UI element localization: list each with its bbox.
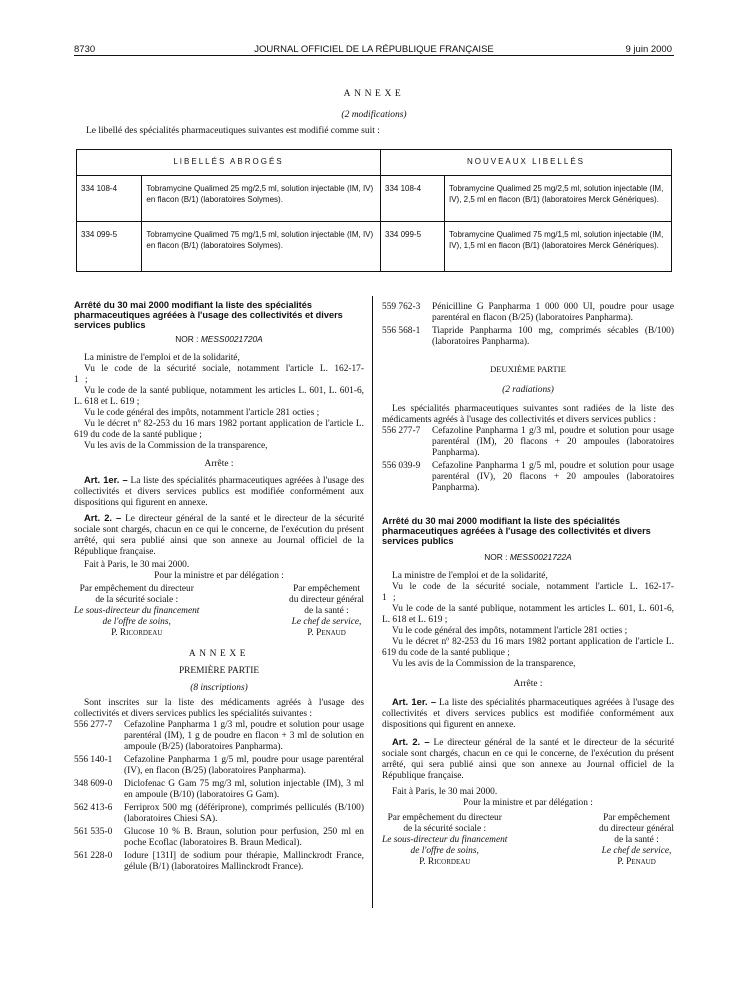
sig-line: de la santé : [614,835,659,845]
annexe-heading: ANNEXE [188,649,250,659]
vu-line: Vu le code de la sécurité sociale, notamment l'article L. 162-17-1 ; [74,364,364,385]
signatory-name: P. Ricordeau [111,628,163,638]
item-text: Tiapride Panpharma 100 mg, comprimés sécables (B/100) (laboratoires Panpharma). [432,326,674,347]
vu-line: Vu le code général des impôts, notamment l'article 281 octies ; [392,626,628,636]
list-item [382,326,674,348]
article-1-text: La liste des spécialités pharmaceutiques agréées à l'usage des collectivités et divers services publics est modifiée conformément aux dispositions qui figurent en annexe. [382,698,674,730]
sig-line: Le sous-directeur du financement [382,835,508,845]
cip-code: 556 277-7 [74,720,113,730]
article-2-label: Art. 2. – [84,512,122,523]
minister-line: La ministre de l'emploi et de la solidarité, [392,571,548,581]
item-text: Cefazoline Panpharma 1 g/3 ml, poudre et solution pour usage parentéral (IM), 1 g de poudre en flacon + 3 ml de solution en ampoule (B/25) (laboratoires Panpharma). [124,720,364,752]
item-text: Pénicilline G Panpharma 1 000 000 UI, poudre pour usage parentéral en flacon (B/25) (laboratoires Panpharma). [432,302,674,323]
left-column [74,300,364,873]
right-column [382,302,674,868]
signatory-name: P. Ricordeau [419,857,471,867]
signatory-name: P. Penaud [307,628,346,638]
cip-code: 559 762-3 [382,302,421,312]
cip-code: 348 609-0 [74,779,113,789]
new-code: 334 108-4 [381,176,445,222]
column-header-repealed: LIBELLÉS ABROGÉS [77,150,381,176]
signatures [382,813,674,868]
column-header-new: NOUVEAUX LIBELLÉS [381,150,672,176]
vu-line: Vu le code de la sécurité sociale, notamment l'article L. 162-17-1 ; [382,582,674,603]
list-item [382,461,674,494]
vu-line: Vu le code de la santé publique, notamment les articles L. 601, L. 601-6, L. 618 et L. 619 ; [74,386,364,407]
old-code: 334 099-5 [77,222,142,272]
list-item [74,803,364,825]
vu-line: Vu les avis de la Commission de la transparence, [84,441,268,451]
signatory-name: P. Penaud [617,857,656,867]
cip-code: 561 535-0 [74,827,113,837]
journal-title: JOURNAL OFFICIEL DE LA RÉPUBLIQUE FRANÇAISE [254,44,494,55]
nor-code: MESS0021722A [509,552,572,562]
article-1-text: La liste des spécialités pharmaceutiques agréées à l'usage des collectivités et divers services publics est modifiée conformément aux dispositions qui figurent en annexe. [74,476,365,508]
nor-reference [382,552,674,563]
sig-line: de l'offre de soins, [410,846,479,856]
arrete-line: Arrête : [513,679,543,689]
vu-line: Vu le code de la santé publique, notamment les articles L. 601, L. 601-6, L. 618 et L. 619 ; [382,604,674,625]
intro-text: Le libellé des spécialités pharmaceutiques suivantes est modifié comme suit : [86,126,380,136]
article-2 [74,512,364,558]
new-label: Tobramycine Qualimed 25 mg/2,5 ml, solution injectable (IM, IV), 2,5 ml en flacon (B/1) (laboratoires Merck Génériques). [445,176,672,222]
cip-code: 562 413-6 [74,803,113,813]
decree-title: Arrêté du 30 mai 2000 modifiant la liste des spécialités pharmaceutiques agréées à l'usage des collectivités et divers services publics [382,516,651,546]
list-item [74,755,364,777]
list-item [74,720,364,753]
nor-code: MESS0021720A [200,334,263,344]
old-label: Tobramycine Qualimed 25 mg/2,5 ml, solution injectable (IM, IV) en flacon (B/1) (laboratoires Solymes). [142,176,381,222]
list-item [74,827,364,849]
sig-line: de la sécurité sociale : [403,824,487,834]
vu-line: Vu les avis de la Commission de la transparence, [392,659,576,669]
item-text: Cefazoline Panpharma 1 g/5 ml, poudre et solution pour usage parentéral (IV), 20 flacons + 20 ampoules (laboratoires Panpharma). [432,461,674,493]
list-item [74,851,364,873]
cip-code: 556 140-1 [74,755,113,765]
signature-left [382,813,507,868]
vu-line: Vu le décret nº 82-253 du 16 mars 1982 portant application de l'article L. 619 du code de la santé publique ; [382,637,674,658]
sig-line: du directeur général [289,595,364,605]
inscriptions-count: (8 inscriptions) [190,683,248,693]
article-2-label: Art. 2. – [392,736,430,747]
signed-place-date: Fait à Paris, le 30 mai 2000. [392,787,498,797]
item-text: Cefazoline Panpharma 1 g/3 ml, poudre et solution pour usage parentéral (IM), 20 flacons + 20 ampoules (laboratoires Panpharma). [432,426,674,458]
table-row [77,176,672,222]
list-item [382,302,674,324]
sig-line: de l'offre de soins, [102,617,171,627]
signature-right [599,813,674,868]
article-1 [382,696,674,731]
table-row [77,222,672,272]
sig-line: de la sécurité sociale : [95,595,179,605]
cip-code: 556 568-1 [382,326,421,336]
sig-line: de la santé : [304,606,349,616]
list-item [382,426,674,459]
sig-line: Par empêchement du directeur [79,584,194,594]
article-1-label: Art. 1er. – [392,696,437,707]
sig-line: du directeur général [599,824,674,834]
sig-line: Le sous-directeur du financement [74,606,200,616]
item-text: Cefazoline Panpharma 1 g/5 ml, poudre pour usage parentéral (IV), en flacon (B/25) (laboratoires Panpharma). [124,755,364,776]
signatures [74,584,364,639]
article-2 [382,736,674,782]
vu-line: Vu le code général des impôts, notamment l'article 281 octies ; [84,408,320,418]
article-1 [74,474,364,509]
delegation-line: Pour la ministre et par délégation : [463,798,593,808]
old-code: 334 108-4 [77,176,142,222]
vu-line: Vu le décret nº 82-253 du 16 mars 1982 portant application de l'article L. 619 du code de la santé publique ; [74,419,364,440]
article-1-label: Art. 1er. – [84,474,128,485]
item-text: Glucose 10 % B. Braun, solution pour perfusion, 250 ml en poche Ecoflac (laboratoires B. Braun Medical). [124,827,364,848]
item-text: Iodure [131I] de sodium pour thérapie, Mallinckrodt France, gélule (B/1) (laboratoires Mallinckrodt France). [124,851,364,872]
cip-code: 556 039-9 [382,461,421,471]
new-label: Tobramycine Qualimed 75 mg/1,5 ml, solution injectable (IM, IV), 1,5 ml en flacon (B/1) (laboratoires Merck Génériques). [445,222,672,272]
header-rule [74,55,674,56]
decree-title: Arrêté du 30 mai 2000 modifiant la liste des spécialités pharmaceutiques agréées à l'usage des collectivités et divers services publics [74,300,343,330]
sig-line: Par empêchement [603,813,670,823]
minister-line: La ministre de l'emploi et de la solidarité, [84,353,240,363]
annexe-heading: ANNEXE [343,89,405,99]
part-heading: DEUXIÈME PARTIE [490,364,566,374]
sig-line: Le chef de service, [291,617,362,627]
list-item [74,779,364,801]
sig-line: Le chef de service, [601,846,672,856]
cip-code: 556 277-7 [382,426,421,436]
sig-line: Par empêchement [293,584,360,594]
nor-reference [74,334,364,345]
issue-date: 9 juin 2000 [625,44,672,55]
part-heading: PREMIÈRE PARTIE [178,666,260,676]
signature-left [74,584,199,639]
labels-table [76,149,672,272]
new-code: 334 099-5 [381,222,445,272]
signature-right [289,584,364,639]
cip-code: 561 228-0 [74,851,113,861]
arrete-line: Arrête : [204,459,234,469]
sig-line: Par empêchement du directeur [387,813,502,823]
inscriptions-intro: Sont inscrites sur la liste des médicaments agréés à l'usage des collectivités et divers services publics les spécialités suivantes : [74,698,364,719]
signed-place-date: Fait à Paris, le 30 mai 2000. [84,560,190,570]
page-number: 8730 [74,44,96,55]
old-label: Tobramycine Qualimed 75 mg/1,5 ml, solution injectable (IM, IV) en flacon (B/1) (laboratoires Solymes). [142,222,381,272]
article-2-text: Le directeur général de la santé et le directeur de la sécurité sociale sont chargés, chacun en ce qui le concerne, de l'exécution du présent arrêté, qui sera publié ainsi que son annexe au Journal officiel de la République française. [382,738,674,781]
nor-label: NOR : [484,552,508,562]
column-divider [372,296,373,908]
modifications-count: (2 modifications) [341,110,407,120]
radiations-intro: Les spécialités pharmaceutiques suivantes sont radiées de la liste des médicaments agréés à l'usage des collectivités et divers services publics : [382,404,674,425]
item-text: Diclofenac G Gam 75 mg/3 ml, solution injectable (IM), 3 ml en ampoule (B/10) (laboratoires G Gam). [124,779,364,800]
article-2-text: Le directeur général de la santé et le directeur de la sécurité sociale sont chargés, chacun en ce qui le concerne, de l'exécution du présent arrêté, qui sera publié ainsi que son annexe au Journal officiel de la République française. [74,514,365,557]
nor-label: NOR : [175,334,199,344]
item-text: Ferriprox 500 mg (défériprone), comprimés pelliculés (B/100) (laboratoires Chiesi SA). [124,803,364,824]
delegation-line: Pour la ministre et par délégation : [154,571,284,581]
radiations-count: (2 radiations) [502,385,554,395]
